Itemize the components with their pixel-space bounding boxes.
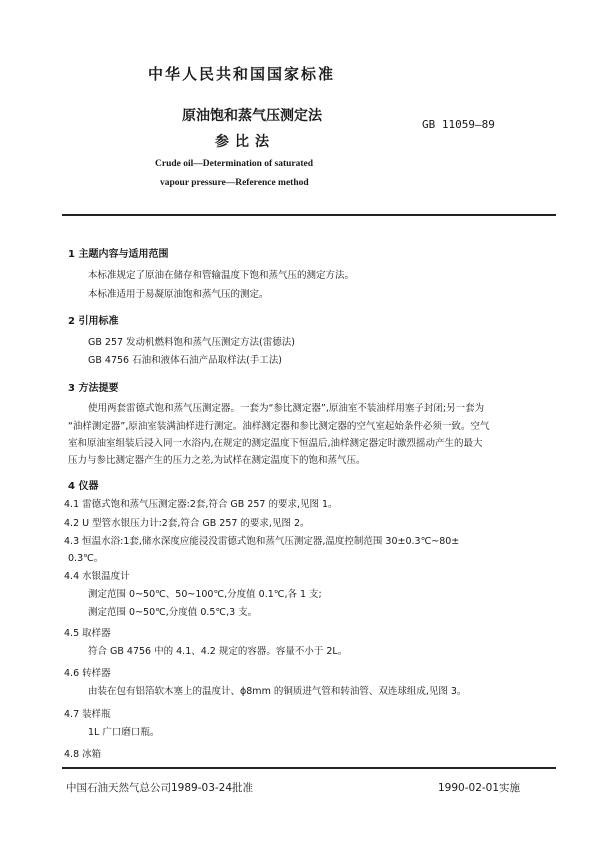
item-4-1: 4.1 雷德式饱和蒸气压测定器:2套,符合 GB 257 的要求,见图 1。 xyxy=(64,499,338,510)
section-2-heading: 2 引用标准 xyxy=(68,316,119,327)
item-4-3-line-1: 4.3 恒温水浴:1套,储水深度应能浸没雷德式饱和蒸气压测定器,温度控制范围 30±0.3℃~80± xyxy=(64,536,460,547)
reference-gb4756: GB 4756 石油和液体石油产品取样法(手工法) xyxy=(88,355,283,366)
item-4-4-line-2: 测定范围 0~50℃,分度值 0.5℃,3 支。 xyxy=(88,607,258,618)
item-4-5-line-1: 符合 GB 4756 中的 4.1、4.2 规定的容器。容量不小于 2L。 xyxy=(88,646,348,657)
footer-divider xyxy=(62,767,556,769)
item-4-7-line-1: 1L 广口磨口瓶。 xyxy=(88,727,160,738)
item-4-4-heading: 4.4 水银温度计 xyxy=(64,571,130,582)
section-1-paragraph-1: 本标准规定了原油在储存和管输温度下饱和蒸气压的测定方法。 xyxy=(88,270,355,281)
document-title-en-line2: vapour pressure—Reference method xyxy=(160,178,309,188)
approval-statement: 中国石油天然气总公司1989-03-24批准 xyxy=(66,782,254,794)
nation-standard-heading: 中华人民共和国国家标准 xyxy=(148,65,336,83)
header-divider xyxy=(62,214,556,216)
reference-gb257: GB 257 发动机燃料饱和蒸气压测定方法(雷德法) xyxy=(88,337,295,348)
item-4-2: 4.2 U 型管水银压力计:2套,符合 GB 257 的要求,见图 2。 xyxy=(64,518,310,529)
document-title-en-line1: Crude oil—Determination of saturated xyxy=(155,159,314,169)
section-3-heading: 3 方法提要 xyxy=(68,383,119,394)
document-title-cn: 原油饱和蒸气压测定法 xyxy=(182,108,322,124)
section-3-line-2: “油样测定器”,原油室装满油样进行测定。油样测定器和参比测定器的空气室起始条件必须一致。空气 xyxy=(68,421,490,432)
section-3-line-4: 压力与参比测定器产生的压力之差,为试样在测定温度下的饱和蒸气压。 xyxy=(68,455,366,466)
item-4-3-line-2: 0.3℃。 xyxy=(68,553,104,564)
section-3-line-3: 室和原油室组装后浸入同一水浴内,在规定的测定温度下恒温后,油样测定器定时激烈摇动产生的最大 xyxy=(68,438,483,449)
section-1-heading: 1 主题内容与适用范围 xyxy=(68,249,169,260)
document-subtitle-cn: 参比法 xyxy=(215,134,275,150)
section-1-paragraph-2: 本标准适用于易凝原油饱和蒸气压的测定。 xyxy=(88,289,269,300)
item-4-5-heading: 4.5 取样器 xyxy=(64,628,111,639)
section-4-heading: 4 仪器 xyxy=(68,481,99,492)
section-3-line-1: 使用两套雷德式饱和蒸气压测定器。一套为“参比测定器”,原油室不装油样用塞子封闭;另一套为 xyxy=(88,403,485,414)
item-4-4-line-1: 测定范围 0~50℃、50~100℃,分度值 0.1℃,各 1 支; xyxy=(88,589,322,600)
item-4-6-line-1: 由装在包有铝箔软木塞上的温度计、ϕ8mm 的铜质进气管和转油管、双连球组成,见图 3。 xyxy=(88,686,467,697)
item-4-7-heading: 4.7 装样瓶 xyxy=(64,709,111,720)
item-4-8-heading: 4.8 冰箱 xyxy=(64,749,102,760)
item-4-6-heading: 4.6 转样器 xyxy=(64,668,111,679)
implementation-date: 1990-02-01实施 xyxy=(438,782,521,794)
standard-number: GB 11059—89 xyxy=(422,118,495,131)
